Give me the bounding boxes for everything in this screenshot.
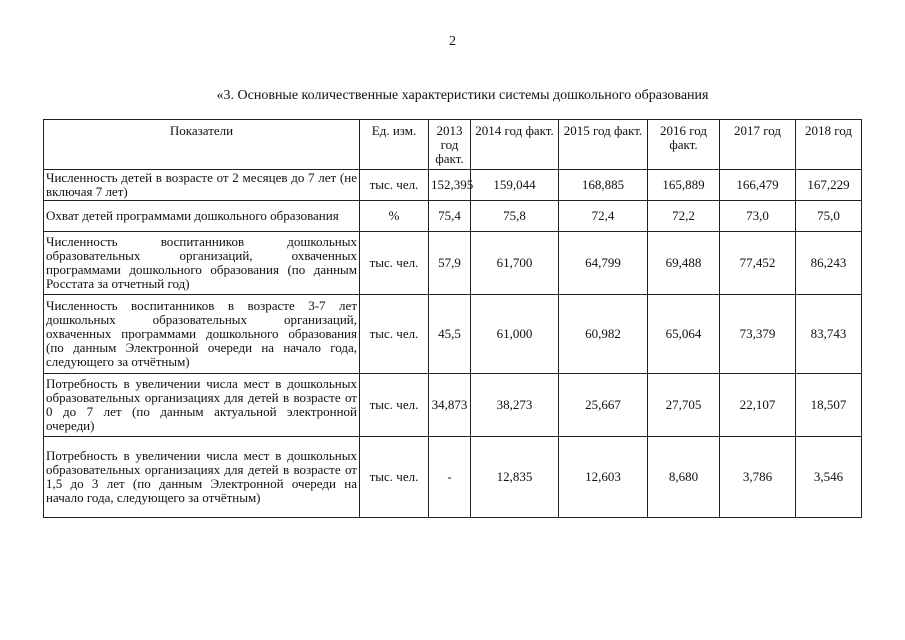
table-header-row xyxy=(44,120,862,170)
value-2015: 168,885 xyxy=(559,170,648,201)
table-row xyxy=(44,374,862,437)
value-2014: 61,000 xyxy=(471,295,559,374)
value-2015: 60,982 xyxy=(559,295,648,374)
value-2016: 72,2 xyxy=(648,201,720,232)
header-2016: 2016 год факт. xyxy=(648,120,720,170)
value-2013: - xyxy=(429,437,471,518)
document-title: «3. Основные количественные характеристики системы дошкольного образования xyxy=(216,88,709,103)
table-row xyxy=(44,295,862,374)
value-2017: 77,452 xyxy=(720,232,796,295)
header-indicator: Показатели xyxy=(44,120,360,170)
unit-cell: тыс. чел. xyxy=(360,374,429,437)
indicator-cell: Потребность в увеличении числа мест в дошкольных образовательных организациях для детей в возрасте от 1,5 до 3 лет (по данным Электронной очереди на начало года, следующего за отчётным) xyxy=(44,437,360,518)
value-2018: 18,507 xyxy=(796,374,862,437)
value-2015: 12,603 xyxy=(559,437,648,518)
page-number: 2 xyxy=(449,34,456,49)
value-2017: 3,786 xyxy=(720,437,796,518)
table-row xyxy=(44,437,862,518)
value-2013: 152,395 xyxy=(429,170,471,201)
value-2018: 167,229 xyxy=(796,170,862,201)
value-2013: 34,873 xyxy=(429,374,471,437)
indicator-cell: Численность детей в возрасте от 2 месяцев до 7 лет (не включая 7 лет) xyxy=(44,170,360,201)
value-2013: 57,9 xyxy=(429,232,471,295)
value-2018: 3,546 xyxy=(796,437,862,518)
value-2017: 22,107 xyxy=(720,374,796,437)
table-row xyxy=(44,201,862,232)
indicator-cell: Потребность в увеличении числа мест в дошкольных образовательных организациях для детей в возрасте от 0 до 7 лет (по данным актуальной электронной очереди) xyxy=(44,374,360,437)
header-2017: 2017 год xyxy=(720,120,796,170)
indicator-cell: Охват детей программами дошкольного образования xyxy=(44,201,360,232)
unit-cell: тыс. чел. xyxy=(360,170,429,201)
value-2016: 8,680 xyxy=(648,437,720,518)
value-2014: 61,700 xyxy=(471,232,559,295)
value-2015: 25,667 xyxy=(559,374,648,437)
value-2016: 27,705 xyxy=(648,374,720,437)
value-2013: 45,5 xyxy=(429,295,471,374)
header-2015: 2015 год факт. xyxy=(559,120,648,170)
header-unit: Ед. изм. xyxy=(360,120,429,170)
value-2016: 165,889 xyxy=(648,170,720,201)
value-2014: 38,273 xyxy=(471,374,559,437)
value-2018: 75,0 xyxy=(796,201,862,232)
table-row xyxy=(44,232,862,295)
value-2017: 73,379 xyxy=(720,295,796,374)
value-2013: 75,4 xyxy=(429,201,471,232)
value-2017: 166,479 xyxy=(720,170,796,201)
indicator-cell: Численность воспитанников дошкольных образовательных организаций, охваченных программами дошкольного образования (по данным Росстата за отчетный год) xyxy=(44,232,360,295)
value-2016: 65,064 xyxy=(648,295,720,374)
value-2018: 86,243 xyxy=(796,232,862,295)
header-2013: 2013 год факт. xyxy=(429,120,471,170)
value-2018: 83,743 xyxy=(796,295,862,374)
header-2018: 2018 год xyxy=(796,120,862,170)
unit-cell: тыс. чел. xyxy=(360,437,429,518)
unit-cell: % xyxy=(360,201,429,232)
value-2015: 64,799 xyxy=(559,232,648,295)
value-2017: 73,0 xyxy=(720,201,796,232)
unit-cell: тыс. чел. xyxy=(360,232,429,295)
indicator-cell: Численность воспитанников в возрасте 3-7 лет дошкольных образовательных организаций, охваченных программами дошкольного образования (по данным Электронной очереди на начало года, следующего за отчётным) xyxy=(44,295,360,374)
value-2014: 75,8 xyxy=(471,201,559,232)
value-2014: 159,044 xyxy=(471,170,559,201)
value-2014: 12,835 xyxy=(471,437,559,518)
value-2016: 69,488 xyxy=(648,232,720,295)
table-row xyxy=(44,170,862,201)
indicators-table xyxy=(43,119,862,518)
header-2014: 2014 год факт. xyxy=(471,120,559,170)
unit-cell: тыс. чел. xyxy=(360,295,429,374)
value-2015: 72,4 xyxy=(559,201,648,232)
